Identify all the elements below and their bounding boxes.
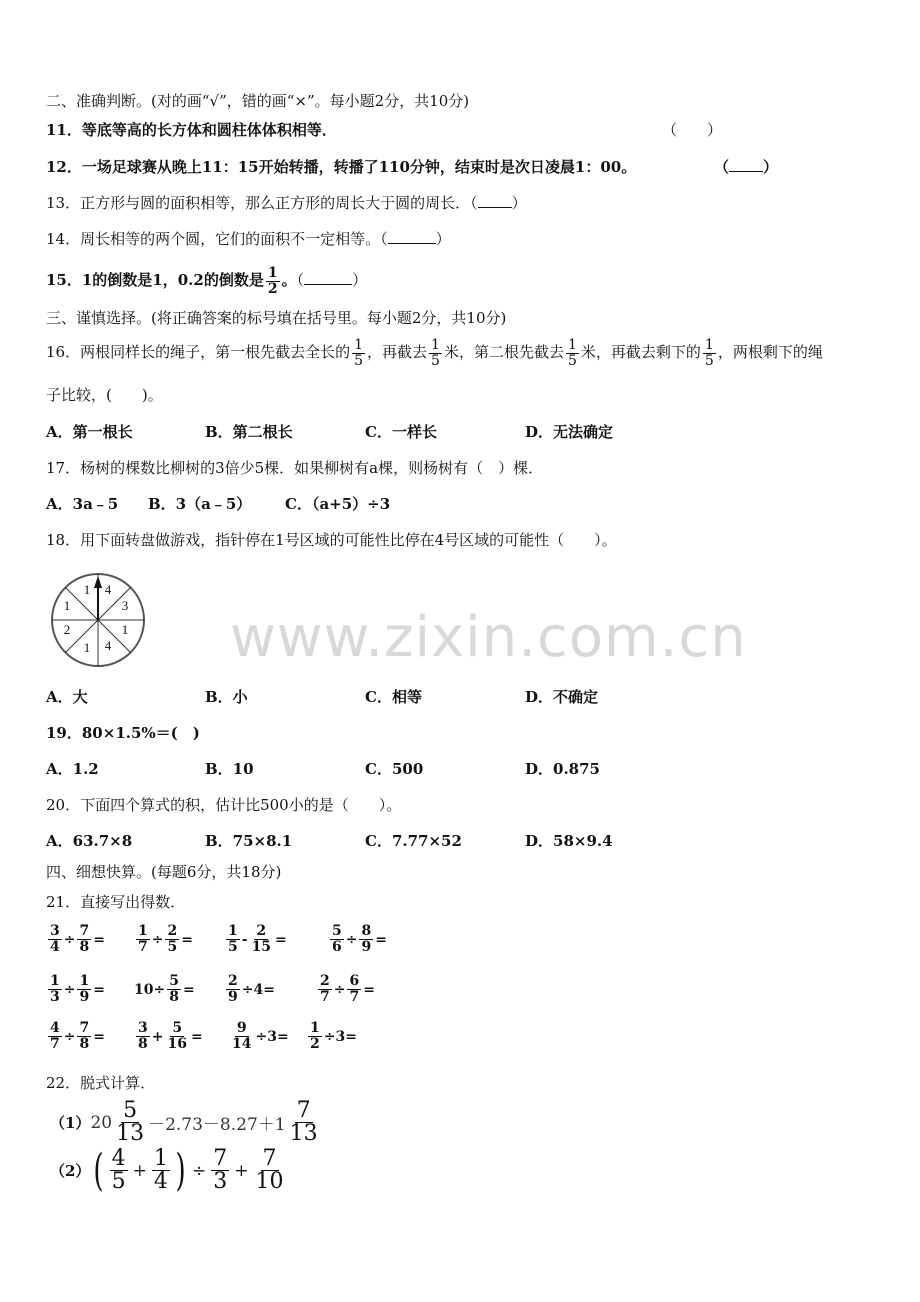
q17-option-a[interactable]: A．3a﹣5 <box>46 495 119 513</box>
q21-item: $\frac{3}{4}$ ÷ $\frac{7}{8}$ = <box>50 923 105 955</box>
q21-item: $\frac{2}{7}$ ÷ $\frac{6}{7}$ = <box>320 973 375 1005</box>
q15-text-1: 15．1的倒数是1，0.2的倒数是 <box>46 271 264 289</box>
q22-e2-fraction-2: $\frac{1}{4}$ <box>153 1146 168 1194</box>
q21-row-2 <box>46 974 403 1005</box>
q16-line-2: 子比较，( )。 <box>46 386 163 404</box>
question-11 <box>46 120 337 140</box>
q16-option-d[interactable]: D．无法确定 <box>525 423 614 441</box>
q21-item: $\frac{5}{6}$ ÷ $\frac{8}{9}$ = <box>332 923 387 955</box>
q22-e1-whole: 20 <box>90 1112 113 1133</box>
q15-open: （ <box>296 271 305 289</box>
q22-e1-label: （1） <box>50 1114 91 1132</box>
q16-text-4: 米，再截去剩下的 <box>580 343 701 361</box>
q17-option-c[interactable]: C．（a+5）÷3 <box>285 495 391 513</box>
question-14 <box>46 229 451 249</box>
q13-answer-blank[interactable] <box>470 194 527 212</box>
q14-close: ） <box>435 230 451 248</box>
watermark: www.zixin.com.cn <box>230 605 747 670</box>
q21-item: 10÷ $\frac{5}{8}$ = <box>134 973 195 1005</box>
q16-option-c[interactable]: C．一样长 <box>365 423 437 441</box>
q22-expression-1 <box>50 1100 322 1145</box>
q18-option-d[interactable]: D．不确定 <box>525 688 599 706</box>
q18-option-b[interactable]: B．小 <box>205 688 248 706</box>
question-18: 18．用下面转盘做游戏，指针停在1号区域的可能性比停在4号区域的可能性（ ）。 <box>46 531 617 549</box>
q15-close: ） <box>352 271 368 289</box>
q21-item: $\frac{9}{14}$ ÷3= <box>232 1020 289 1052</box>
spinner-wheel <box>50 572 146 668</box>
spinner-label: 1 <box>63 598 71 613</box>
q17-option-b[interactable]: B．3（a﹣5） <box>148 495 252 513</box>
q22-e2-plus-2: + <box>234 1160 249 1181</box>
q16-fraction-2: $\frac{1}{5}$ <box>431 336 440 369</box>
spinner-label: 4 <box>104 582 112 597</box>
q22-e1-fraction-1: $\frac{5}{13}$ <box>116 1098 145 1146</box>
q22-e2-div: ÷ <box>192 1160 207 1181</box>
question-20: 20．下面四个算式的积，估计比500小的是（ ）。 <box>46 796 402 814</box>
question-15 <box>46 262 367 298</box>
q12-open: （ <box>714 158 730 176</box>
q20-option-b[interactable]: B．75×8.1 <box>205 832 293 850</box>
section-4-title: 四、细想快算。(每题6分，共18分) <box>46 863 282 881</box>
q21-item: $\frac{3}{8}$ + $\frac{5}{16}$ = <box>138 1020 203 1052</box>
question-21-title: 21．直接写出得数． <box>46 893 186 911</box>
q19-option-a[interactable]: A．1.2 <box>46 760 99 778</box>
q13-close: ） <box>511 194 527 212</box>
q20-option-a[interactable]: A．63.7×8 <box>46 832 133 850</box>
q16-text-3: 米，第二根先截去 <box>443 343 564 361</box>
q18-option-a[interactable]: A．大 <box>46 688 88 706</box>
q22-e1-middle: －2.73－8.27＋1 <box>148 1115 286 1135</box>
q21-item: $\frac{2}{9}$ ÷4= <box>228 973 275 1005</box>
q16-text-1: 16．两根同样长的绳子，第一根先截去全长的 <box>46 343 351 361</box>
q16-fraction-4: $\frac{1}{5}$ <box>704 336 714 369</box>
q19-option-d[interactable]: D．0.875 <box>525 760 600 778</box>
q22-expression-2: （2） ( $\frac{4}{5}$ + $\frac{1}{4}$ ) ÷ $\frac{7}{3}$ + $\frac{7}{10}$ <box>50 1144 284 1196</box>
spinner-label: 1 <box>83 640 91 655</box>
spinner-label: 4 <box>104 638 112 653</box>
q14-open: （ <box>380 230 388 248</box>
question-16 <box>46 334 823 370</box>
q12-text: 12．一场足球赛从晚上11：15开始转播，转播了110分钟，结束时是次日凌晨1：00。 <box>46 158 637 176</box>
question-12 <box>46 157 636 177</box>
q16-fraction-1: $\frac{1}{5}$ <box>354 336 364 369</box>
q22-e2-plus: + <box>132 1160 147 1181</box>
q22-e2-label: （2） <box>50 1162 91 1180</box>
q11-answer-paren[interactable]: （ ） <box>662 121 723 139</box>
q14-text: 14．周长相等的两个圆，它们的面积不一定相等。 <box>46 230 381 248</box>
q15-fraction: $\frac{1}{2}$ <box>267 264 278 297</box>
q21-row-3 <box>46 1021 385 1052</box>
q21-item: $\frac{1}{5}$ - $\frac{2}{15}$ = <box>228 923 287 955</box>
q18-option-c[interactable]: C．相等 <box>365 688 422 706</box>
q12-close: ） <box>763 158 779 176</box>
question-19: 19．80×1.5%＝( ) <box>46 724 200 742</box>
question-13 <box>46 193 527 213</box>
section-2-title: 二、准确判断。(对的画“√”，错的画“×”。每小题2分，共10分) <box>46 92 470 110</box>
section-3-title: 三、谨慎选择。(将正确答案的标号填在括号里。每小题2分，共10分) <box>46 309 507 327</box>
q22-e2-fraction-3: $\frac{7}{3}$ <box>213 1146 228 1194</box>
q19-option-c[interactable]: C．500 <box>365 760 424 778</box>
q21-row-1 <box>46 924 415 955</box>
question-17: 17．杨树的棵数比柳树的3倍少5棵．如果柳树有a棵，则杨树有（ ）棵． <box>46 459 544 477</box>
q16-fraction-3: $\frac{1}{5}$ <box>567 336 577 369</box>
q19-option-b[interactable]: B．10 <box>205 760 254 778</box>
spinner-label: 2 <box>63 622 71 637</box>
q21-item: $\frac{4}{7}$ ÷ $\frac{7}{8}$ = <box>50 1020 105 1052</box>
q21-item: $\frac{1}{3}$ ÷ $\frac{1}{9}$ = <box>50 973 105 1005</box>
q21-item: $\frac{1}{7}$ ÷ $\frac{2}{5}$ = <box>138 923 193 955</box>
q22-e2-fraction-4: $\frac{7}{10}$ <box>255 1146 284 1194</box>
q12-answer-blank[interactable] <box>714 157 778 177</box>
spinner-label: 1 <box>83 582 91 597</box>
q14-answer-blank[interactable] <box>380 230 451 248</box>
spinner-label: 1 <box>121 622 129 637</box>
q22-e1-fraction-2: $\frac{7}{13}$ <box>289 1098 318 1146</box>
spinner-label: 3 <box>121 598 129 613</box>
q13-open: （ <box>470 194 478 212</box>
q21-item: $\frac{1}{2}$ ÷3= <box>310 1020 357 1052</box>
q22-e2-fraction-1: $\frac{4}{5}$ <box>111 1146 126 1194</box>
spinner-pointer-head <box>94 576 102 588</box>
question-22-title: 22．脱式计算． <box>46 1074 156 1092</box>
q16-text-5: ，两根剩下的绳 <box>717 343 823 361</box>
q15-answer-blank[interactable] <box>297 271 368 289</box>
q15-text-2: 。 <box>281 271 297 289</box>
q20-option-c[interactable]: C．7.77×52 <box>365 832 462 850</box>
q13-text: 13．正方形与圆的面积相等，那么正方形的周长大于圆的周长． <box>46 194 471 212</box>
q11-text: 11．等底等高的长方体和圆柱体体积相等． <box>46 121 337 139</box>
q20-option-d[interactable]: D．58×9.4 <box>525 832 613 850</box>
q16-option-a[interactable]: A．第一根长 <box>46 423 133 441</box>
q16-option-b[interactable]: B．第二根长 <box>205 423 293 441</box>
q16-text-2: ，再截去 <box>367 343 428 361</box>
